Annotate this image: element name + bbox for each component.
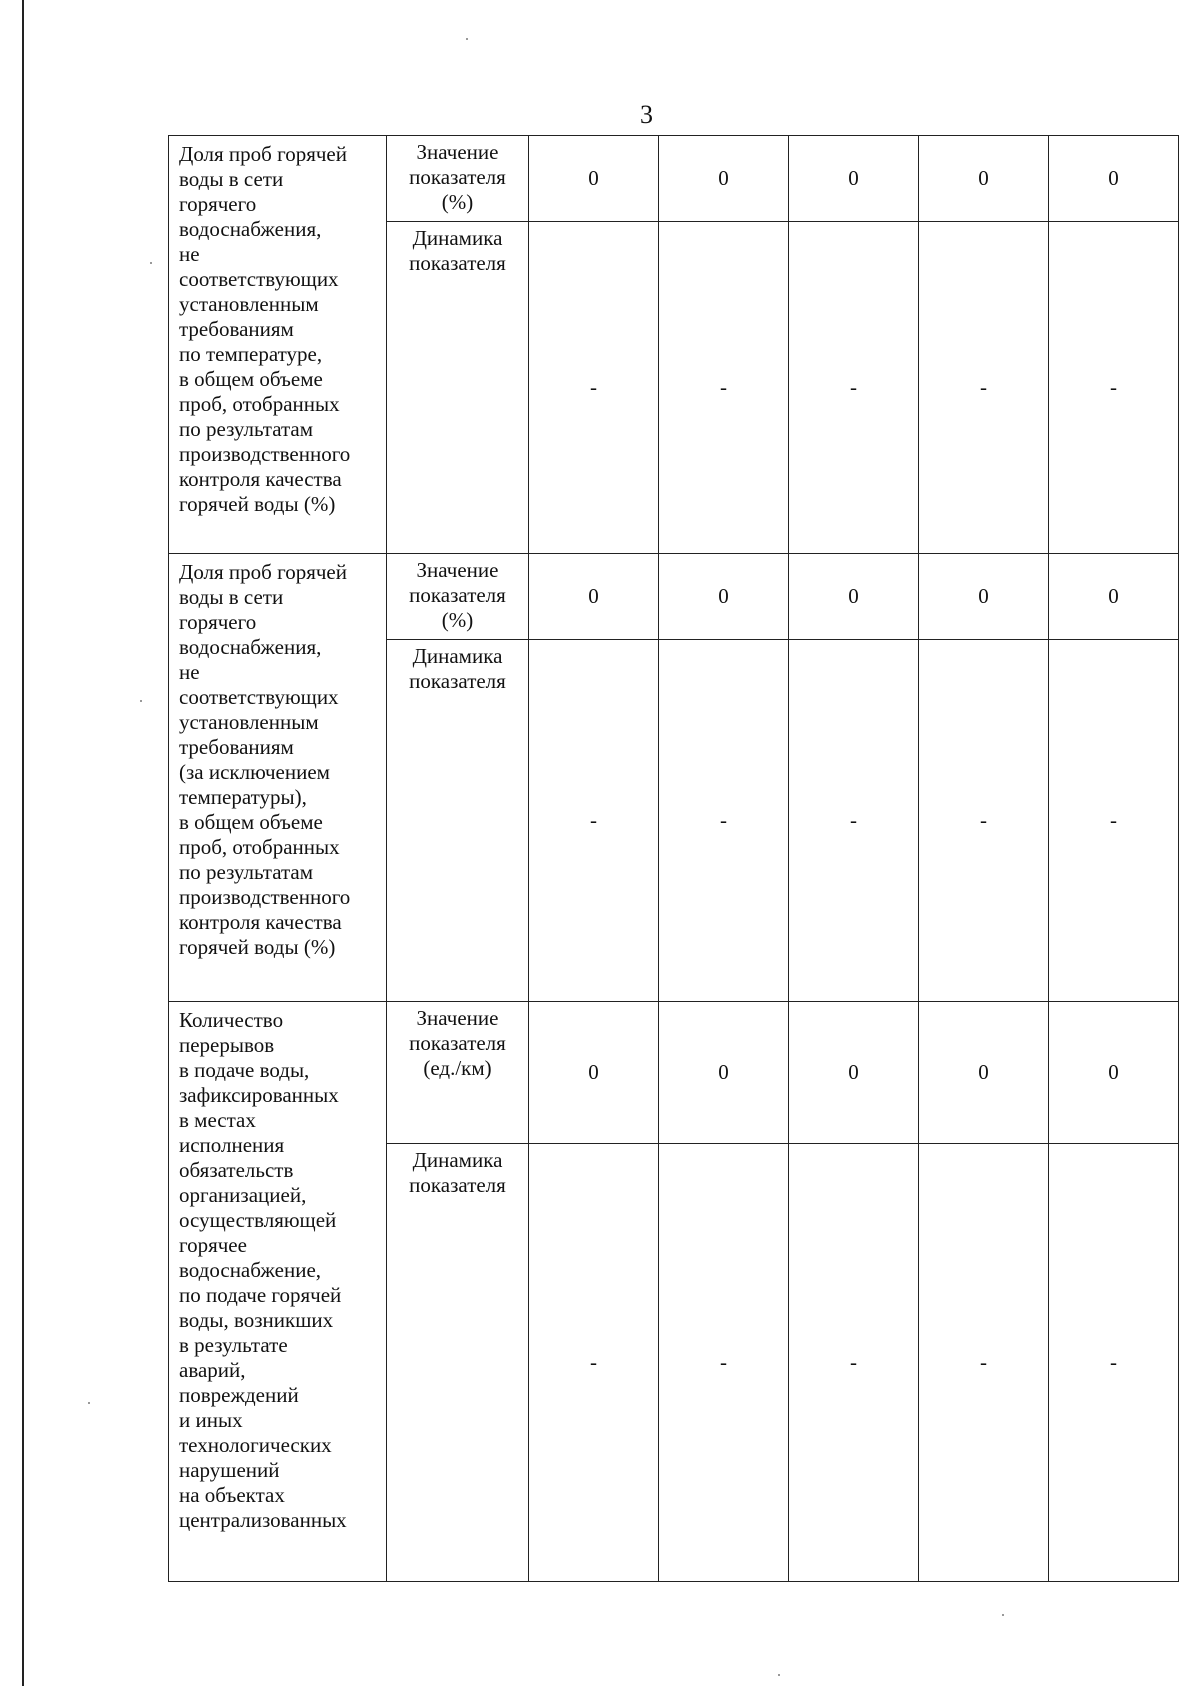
scan-speck: [88, 1402, 90, 1404]
value-cell: 0: [919, 136, 1049, 222]
value-label: Значение показателя (%): [387, 136, 529, 222]
dynamics-cell: -: [659, 222, 789, 554]
dynamics-label: Динамика показателя: [387, 640, 529, 1002]
value-cell: 0: [789, 136, 919, 222]
dynamics-cell: -: [919, 640, 1049, 1002]
table-body: [169, 136, 1179, 1582]
dynamics-cell: -: [919, 222, 1049, 554]
value-label: Значение показателя (%): [387, 554, 529, 640]
dynamics-cell: -: [659, 1144, 789, 1582]
dynamics-cell: -: [789, 1144, 919, 1582]
dynamics-cell: -: [1049, 222, 1179, 554]
indicator-name: Доля проб горячей воды в сети горячего водоснабжения, не соответствующих установленным требованиям (за исключением температуры), в общем объеме проб, отобранных по результатам производственного контроля качества горячей воды (%): [169, 554, 387, 1002]
value-cell: 0: [789, 1002, 919, 1144]
dynamics-cell: -: [529, 222, 659, 554]
scan-speck: [778, 1674, 780, 1676]
table-row-values: [169, 1002, 1179, 1144]
scan-speck: [466, 38, 468, 40]
table-row-values: [169, 554, 1179, 640]
dynamics-cell: -: [1049, 640, 1179, 1002]
scan-speck: [150, 262, 152, 264]
table-row-values: [169, 136, 1179, 222]
value-cell: 0: [529, 1002, 659, 1144]
value-cell: 0: [919, 1002, 1049, 1144]
scan-speck: [1002, 1614, 1004, 1616]
value-cell: 0: [1049, 1002, 1179, 1144]
indicator-name: Доля проб горячей воды в сети горячего водоснабжения, не соответствующих установленным требованиям по температуре, в общем объеме проб, отобранных по результатам производственного контроля качества горячей воды (%): [169, 136, 387, 554]
value-cell: 0: [1049, 136, 1179, 222]
value-cell: 0: [659, 136, 789, 222]
dynamics-cell: -: [789, 222, 919, 554]
dynamics-cell: -: [529, 1144, 659, 1582]
dynamics-cell: -: [919, 1144, 1049, 1582]
value-cell: 0: [659, 554, 789, 640]
dynamics-cell: -: [659, 640, 789, 1002]
dynamics-label: Динамика показателя: [387, 222, 529, 554]
page-edge-line: [22, 0, 24, 1686]
indicators-table: [168, 135, 1179, 1582]
value-cell: 0: [919, 554, 1049, 640]
dynamics-cell: -: [1049, 1144, 1179, 1582]
value-cell: 0: [659, 1002, 789, 1144]
value-cell: 0: [529, 554, 659, 640]
value-cell: 0: [529, 136, 659, 222]
scan-speck: [140, 700, 142, 702]
dynamics-label: Динамика показателя: [387, 1144, 529, 1582]
dynamics-cell: -: [529, 640, 659, 1002]
value-cell: 0: [1049, 554, 1179, 640]
page-number: 3: [640, 100, 653, 129]
value-label: Значение показателя (ед./км): [387, 1002, 529, 1144]
value-cell: 0: [789, 554, 919, 640]
indicator-name: Количество перерывов в подаче воды, зафиксированных в местах исполнения обязательств организацией, осуществляющей горячее водоснабжение, по подаче горячей воды, возникших в результате аварий, повреждений и иных технологических нарушений на объектах централизованных: [169, 1002, 387, 1582]
dynamics-cell: -: [789, 640, 919, 1002]
